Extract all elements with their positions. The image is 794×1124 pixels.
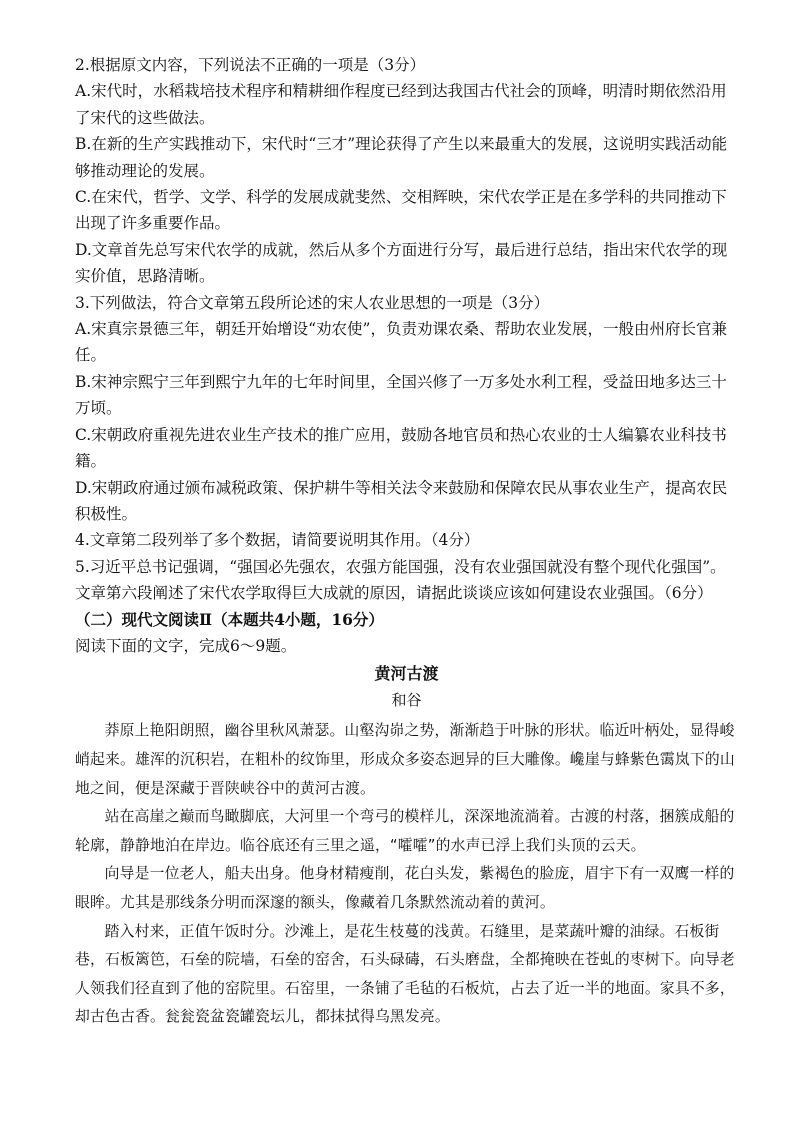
article-paragraph: 站在高崖之巅而鸟瞰脚底，大河里一个弯弓的模样儿，深深地流淌着。古渡的村落，捆簇成船的轮廓，静静地泊在岸边。临谷底还有三里之遥，“嚯嚯”的水声已浮上我们头顶的云天。 (75, 808, 735, 854)
article-paragraph: 莽原上艳阳朗照，幽谷里秋风萧瑟。山壑沟峁之势，渐渐趋于叶脉的形状。临近叶柄处，显得峻峭起来。雄浑的沉积岩，在粗朴的纹饰里，形成众多姿态迥异的巨大雕像。巉崖与蜂紫色霭岚下的山地之间，便是深藏于晋陕峡谷中的黄河古渡。 (75, 722, 735, 797)
question-3-stem: 3.下列做法，符合文章第五段所论述的宋人农业思想的一项是（3分） (75, 293, 550, 312)
article-paragraph: 踏入村来，正值午饭时分。沙滩上，是花生枝蔓的浅黄。石缝里，是菜蔬叶瓣的油绿。石板街巷，石板篱笆，石垒的院墙，石垒的窑舍，石头碌碡，石头磨盘，全都掩映在苍虬的枣树下。向导老人领我们径直到了他的窑院里。石窑里，一条铺了毛毡的石板炕，占去了近一半的地面。家具不多，却古色古香。瓮瓮瓷盆瓷罐瓷坛儿，都抹拭得乌黑发亮。 (75, 922, 735, 1026)
reading-instruction: 阅读下面的文字，完成6～9题。 (75, 636, 297, 655)
article-title: 黄河古渡 (374, 664, 439, 684)
article-paragraph: 向导是一位老人，船夫出身。他身材精瘦削，花白头发，紫褐色的脸庞，眉宇下有一双鹰一样的眼眸。尤其是那线条分明而深邃的额头，像藏着几条默然流动着的黄河。 (75, 865, 735, 911)
question-3-option-c: C.宋朝政府重视先进农业生产技术的推广应用，鼓励各地官员和热心农业的士人编纂农业科技书籍。 (75, 425, 727, 471)
article (75, 661, 738, 1032)
question-block (75, 52, 738, 607)
question-3-option-a: A.宋真宗景德三年，朝廷开始增设“劝农使”，负责劝课农桑、帮助农业发展，一般由州府长官兼任。 (75, 320, 727, 365)
article-author: 和谷 (391, 691, 422, 710)
question-4: 4.文章第二段列举了多个数据，请简要说明其作用。（4分） (75, 531, 480, 550)
question-2-stem: 2.根据原文内容，下列说法不正确的一项是（3分） (75, 56, 426, 74)
section-heading: （二）现代文阅读Ⅱ（本题共4小题，16分） (75, 609, 384, 629)
question-2-option-a: A.宋代时，水稻栽培技术程序和精耕细作程度已经到达我国古代社会的顶峰，明清时期依然沿用了宋代的这些做法。 (75, 82, 727, 127)
question-3-option-d: D.宋朝政府通过颁布减税政策、保护耕牛等相关法令来鼓励和保障农民从事农业生产，提高农民积极性。 (75, 478, 728, 523)
question-3-option-b: B.宋神宗熙宁三年到熙宁九年的七年时间里，全国兴修了一万多处水利工程，受益田地多达三十万顷。 (75, 372, 727, 418)
question-2-option-c: C.在宋代，哲学、文学、科学的发展成就斐然、交相辉映，宋代农学正是在多学科的共同推动下出现了许多重要作品。 (75, 188, 727, 233)
question-2-option-d: D.文章首先总写宋代农学的成就，然后从多个方面进行分写，最后进行总结，指出宋代农学的现实价值，思路清晰。 (75, 240, 728, 286)
question-5: 5.习近平总书记强调，“强国必先强农，农强方能国强，没有农业强国就没有整个现代化强国”。文章第六段阐述了宋代农学取得巨大成就的原因，请据此谈谈应该如何建设农业强国。（6分） (75, 557, 726, 603)
question-2-option-b: B.在新的生产实践推动下，宋代时“三才”理论获得了产生以来最重大的发展，这说明实践活动能够推动理论的发展。 (75, 135, 728, 180)
